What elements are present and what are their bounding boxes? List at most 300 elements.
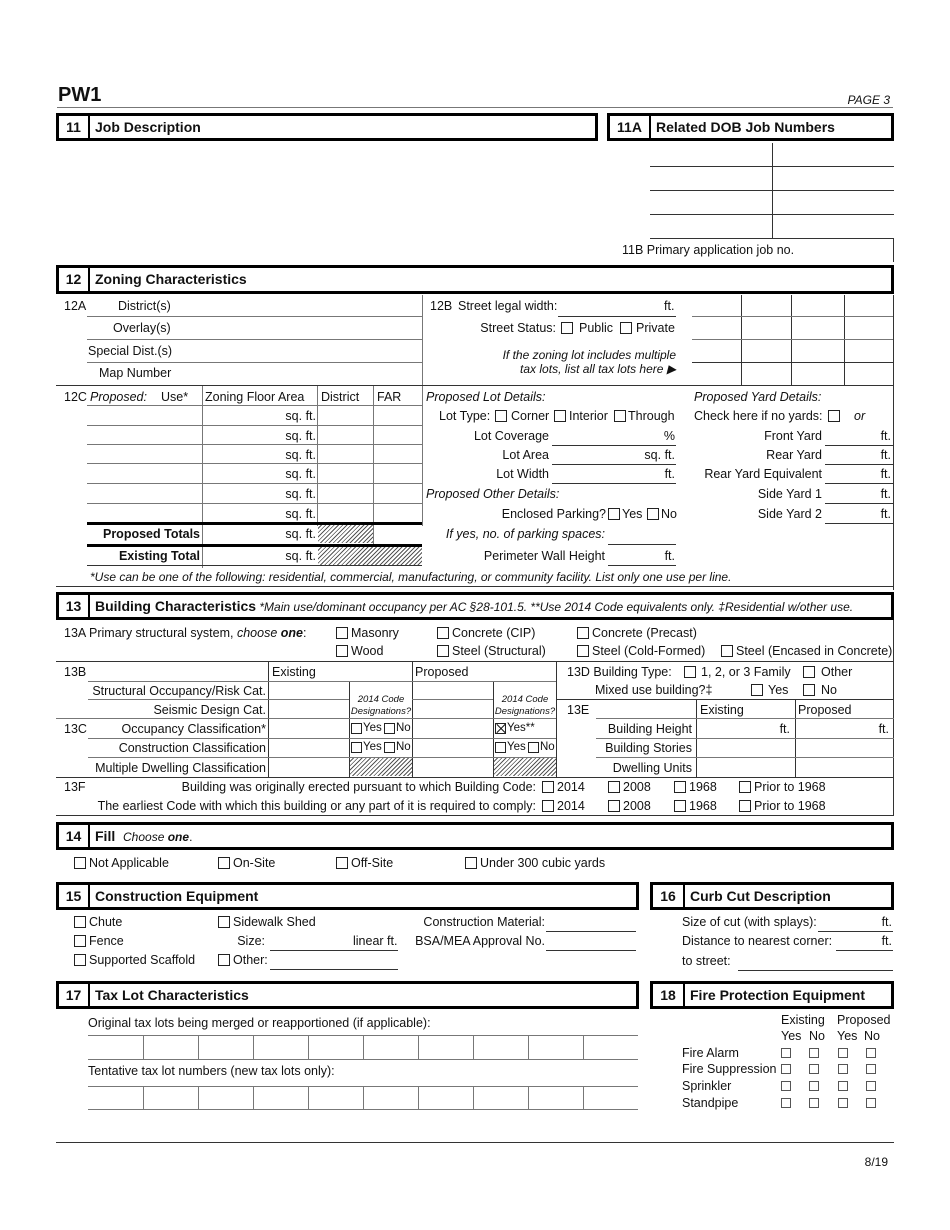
- fire-suppression-proposed-yes-checkbox[interactable]: [838, 1064, 848, 1074]
- proposed-seismic-design-input[interactable]: [414, 701, 491, 716]
- hatched-cell: [318, 547, 422, 565]
- steel-encased-label: Steel (Encased in Concrete): [736, 644, 893, 658]
- or-label: or: [854, 409, 866, 423]
- sprinkler-existing-yes-checkbox[interactable]: [781, 1081, 791, 1091]
- sprinkler-proposed-no-checkbox[interactable]: [866, 1081, 876, 1091]
- related-job-number-field[interactable]: [652, 216, 770, 237]
- proposed-header: Proposed: [415, 665, 469, 679]
- concrete-precast-checkbox[interactable]: [577, 627, 589, 639]
- tax-lot-cell-input[interactable]: [310, 1088, 361, 1107]
- row-divider: [56, 777, 894, 778]
- steel-structural-label: Steel (Structural): [452, 644, 546, 658]
- unit-sqft: sq. ft.: [285, 448, 316, 462]
- masonry-label: Masonry: [351, 626, 399, 640]
- proposed-multiple-dwelling-input[interactable]: [414, 759, 491, 775]
- lot-width-input[interactable]: [554, 466, 660, 482]
- street-status-public-checkbox[interactable]: [561, 322, 573, 334]
- wood-checkbox[interactable]: [336, 645, 348, 657]
- map-number-input[interactable]: [180, 364, 418, 382]
- side-yard-1-input[interactable]: [827, 486, 877, 502]
- districts-label: District(s): [118, 299, 171, 313]
- erected-2014-checkbox[interactable]: [542, 781, 554, 793]
- erected-code-question: Building was originally erected pursuant to which Building Code:: [181, 780, 536, 794]
- form-id: PW1: [58, 84, 102, 106]
- column-divider: [317, 386, 318, 526]
- side-yard-1-label: Side Yard 1: [757, 487, 822, 501]
- enclosed-parking-yes-checkbox[interactable]: [608, 508, 620, 520]
- special-districts-input[interactable]: [180, 342, 418, 360]
- side-yard-2-input[interactable]: [827, 506, 877, 522]
- fire-suppression-proposed-no-checkbox[interactable]: [866, 1064, 876, 1074]
- proposed-totals-label: Proposed Totals: [102, 527, 200, 541]
- grid-line: [88, 1059, 638, 1060]
- tax-lot-cell-input[interactable]: [475, 1037, 526, 1057]
- construction-material-input[interactable]: [548, 914, 634, 930]
- proposed-dwelling-units-input[interactable]: [797, 759, 892, 775]
- no-header: No: [809, 1029, 825, 1043]
- tax-lot-input[interactable]: [743, 297, 789, 315]
- year-label: Prior to 1968: [754, 780, 826, 794]
- lot-area-input[interactable]: [554, 447, 634, 463]
- grid-line: [418, 1086, 419, 1109]
- row-line: [56, 718, 556, 719]
- fire-suppression-existing-yes-checkbox[interactable]: [781, 1064, 791, 1074]
- use-input[interactable]: [89, 485, 200, 501]
- tax-lot-cell-input[interactable]: [90, 1037, 141, 1057]
- map-number-label: Map Number: [99, 366, 172, 380]
- footer-rule: [56, 1142, 894, 1143]
- other-label: Other: [821, 665, 853, 679]
- existing-occupancy-input[interactable]: [270, 720, 347, 736]
- size-label: Size:: [237, 934, 265, 948]
- use-input[interactable]: [89, 465, 200, 481]
- standpipe-label: Standpipe: [682, 1096, 739, 1110]
- year-label: 1968: [689, 799, 717, 813]
- no-label: No: [396, 741, 411, 753]
- existing-occupancy-yes-checkbox[interactable]: [351, 723, 362, 734]
- yes-header: Yes: [781, 1029, 802, 1043]
- section-number: 15: [59, 885, 90, 907]
- grid-line: [791, 295, 792, 385]
- front-yard-input[interactable]: [827, 428, 877, 444]
- section-13-header: [56, 592, 894, 620]
- section-title: Zoning Characteristics: [95, 271, 247, 287]
- yes-label: Yes: [622, 507, 643, 521]
- fill-on-site-checkbox[interactable]: [218, 857, 230, 869]
- column-divider: [422, 295, 423, 385]
- grid-line: [692, 339, 893, 340]
- column-divider: [422, 386, 423, 526]
- masonry-checkbox[interactable]: [336, 627, 348, 639]
- enclosed-parking-no-checkbox[interactable]: [647, 508, 659, 520]
- private-label: Private: [636, 321, 675, 335]
- existing-building-stories-input[interactable]: [698, 740, 794, 756]
- row-divider: [56, 661, 894, 662]
- interior-label: Interior: [569, 409, 608, 423]
- grid-line: [308, 1035, 309, 1059]
- tax-lot-input[interactable]: [846, 297, 891, 315]
- tax-lot-cell-input[interactable]: [530, 1037, 581, 1057]
- building-type-family-checkbox[interactable]: [684, 666, 696, 678]
- row-line: [87, 405, 422, 406]
- to-street-label: to street:: [682, 954, 731, 968]
- building-height-label: Building Height: [607, 722, 692, 736]
- related-job-number-field[interactable]: [652, 192, 770, 213]
- row-line: [412, 699, 493, 700]
- field-line: [552, 483, 676, 484]
- existing-total-label: Existing Total: [118, 549, 200, 563]
- unit-sqft: sq. ft.: [285, 409, 316, 423]
- building-type-other-checkbox[interactable]: [803, 666, 815, 678]
- chute-checkbox[interactable]: [74, 916, 86, 928]
- concrete-cip-checkbox[interactable]: [437, 627, 449, 639]
- use-footnote: *Use can be one of the following: residential, commercial, manufacturing, or community facility. List only one use per line.: [90, 570, 732, 584]
- fill-option-label: On-Site: [233, 856, 276, 870]
- fill-under-300-checkbox[interactable]: [465, 857, 477, 869]
- proposed-construction-input[interactable]: [414, 740, 491, 756]
- yes-starstar-label: Yes**: [507, 722, 535, 734]
- chute-label: Chute: [89, 915, 123, 929]
- standpipe-existing-yes-checkbox[interactable]: [781, 1098, 791, 1108]
- label-text: 13A Primary structural system,: [64, 626, 237, 640]
- tax-lot-cell-input[interactable]: [475, 1088, 526, 1107]
- tax-lot-cell-input[interactable]: [145, 1088, 196, 1107]
- unit-sqft: sq. ft.: [285, 429, 316, 443]
- proposed-construction-yes-checkbox[interactable]: [495, 742, 506, 753]
- perimeter-wall-input[interactable]: [610, 548, 660, 564]
- unit-ft: ft.: [664, 549, 675, 563]
- job-description-field[interactable]: [60, 143, 595, 261]
- related-job-number-field[interactable]: [652, 144, 770, 165]
- grid-line: [363, 1086, 364, 1109]
- unit-ft: ft.: [881, 934, 892, 948]
- grid-line: [473, 1035, 474, 1059]
- col-header-use: Use*: [161, 390, 189, 404]
- field-line: [270, 969, 398, 970]
- sidewalk-shed-checkbox[interactable]: [218, 916, 230, 928]
- lot-type-corner-checkbox[interactable]: [495, 410, 507, 422]
- section-16-header: [650, 882, 894, 910]
- col-header-far: FAR: [377, 390, 402, 404]
- hatched-cell: [350, 758, 412, 776]
- field-line: [87, 316, 422, 317]
- tax-lot-input[interactable]: [693, 297, 739, 315]
- concrete-cip-label: Concrete (CIP): [452, 626, 536, 640]
- section-number: 11: [59, 116, 90, 138]
- section-code-13f: 13F: [64, 780, 86, 794]
- grid-line: [692, 316, 893, 317]
- use-input[interactable]: [89, 446, 200, 462]
- use-input[interactable]: [89, 427, 200, 443]
- row-line: [87, 444, 422, 445]
- standpipe-proposed-no-checkbox[interactable]: [866, 1098, 876, 1108]
- grid-line: [583, 1035, 584, 1059]
- comply-prior-1968-checkbox[interactable]: [739, 800, 751, 812]
- section-title: [95, 825, 192, 848]
- fire-suppression-existing-no-checkbox[interactable]: [809, 1064, 819, 1074]
- building-stories-label: Building Stories: [605, 741, 692, 755]
- steel-structural-checkbox[interactable]: [437, 645, 449, 657]
- grid-line: [650, 166, 894, 167]
- proposed-structural-occupancy-input[interactable]: [414, 683, 491, 698]
- grid-line: [198, 1035, 199, 1059]
- field-line: [818, 931, 893, 932]
- unit-ft: ft.: [878, 722, 889, 736]
- no-yards-checkbox[interactable]: [828, 410, 840, 422]
- proposed-building-stories-input[interactable]: [797, 740, 892, 756]
- rear-yard-equivalent-label: Rear Yard Equivalent: [704, 467, 822, 481]
- unit-sqft: sq. ft.: [285, 507, 316, 521]
- section-code-12c: 12C: [64, 390, 87, 404]
- grid-line: [528, 1035, 529, 1059]
- related-job-number-field[interactable]: [774, 192, 892, 213]
- section-title: Curb Cut Description: [690, 888, 831, 904]
- sidewalk-shed-size-input[interactable]: [272, 933, 346, 949]
- grid-line: [741, 295, 742, 385]
- header-rule: [57, 107, 893, 108]
- label-colon: :: [302, 626, 307, 640]
- field-line: [270, 950, 398, 951]
- tax-lot-cell-input[interactable]: [420, 1037, 471, 1057]
- mixed-use-label: Mixed use building?‡: [595, 683, 713, 697]
- related-job-number-field[interactable]: [774, 216, 892, 237]
- section-14-header: [56, 822, 894, 850]
- public-label: Public: [579, 321, 614, 335]
- structural-occupancy-label: Structural Occupancy/Risk Cat.: [92, 684, 266, 698]
- comply-2014-checkbox[interactable]: [542, 800, 554, 812]
- comply-1968-checkbox[interactable]: [674, 800, 686, 812]
- other-checkbox[interactable]: [218, 954, 230, 966]
- other-equipment-input[interactable]: [272, 952, 396, 968]
- code-designations-label: 2014 Code: [501, 694, 549, 705]
- yes-label: Yes: [363, 722, 382, 734]
- unit-ft: ft.: [880, 487, 891, 501]
- street-width-input[interactable]: [560, 298, 660, 315]
- primary-job-label: 11B Primary application job no.: [622, 243, 795, 257]
- code-designations-label: 2014 Code: [357, 694, 405, 705]
- section-11-header: [56, 113, 598, 141]
- overlays-input[interactable]: [180, 319, 418, 337]
- grid-line: [583, 1086, 584, 1109]
- section-11a-header: [607, 113, 894, 141]
- column-divider: [202, 386, 203, 568]
- tax-lot-cell-input[interactable]: [310, 1037, 361, 1057]
- column-divider: [412, 661, 413, 777]
- lot-type-interior-checkbox[interactable]: [554, 410, 566, 422]
- existing-multiple-dwelling-input[interactable]: [270, 759, 347, 775]
- field-line: [608, 565, 676, 566]
- page-label: PAGE 3: [847, 93, 890, 107]
- unit-ft: ft.: [880, 507, 891, 521]
- fire-alarm-label: Fire Alarm: [682, 1046, 739, 1060]
- existing-seismic-design-input[interactable]: [270, 701, 347, 716]
- multiple-dwelling-label: Multiple Dwelling Classification: [95, 761, 266, 775]
- row-line: [87, 425, 422, 426]
- section-title: Related DOB Job Numbers: [656, 119, 835, 135]
- unit-sqft: sq. ft.: [285, 467, 316, 481]
- fire-alarm-proposed-no-checkbox[interactable]: [866, 1048, 876, 1058]
- seismic-design-label: Seismic Design Cat.: [153, 703, 266, 717]
- comply-2008-checkbox[interactable]: [608, 800, 620, 812]
- bsa-mea-input[interactable]: [548, 933, 634, 949]
- fire-alarm-proposed-yes-checkbox[interactable]: [838, 1048, 848, 1058]
- col-header-district: District: [321, 390, 360, 404]
- row-divider: [56, 385, 894, 386]
- section-title: Fire Protection Equipment: [690, 987, 866, 1003]
- grid-line: [363, 1035, 364, 1059]
- distance-input[interactable]: [838, 933, 878, 949]
- grid-line: [650, 214, 894, 215]
- related-job-number-field[interactable]: [774, 168, 892, 189]
- existing-occupancy-no-checkbox[interactable]: [384, 723, 395, 734]
- distance-label: Distance to nearest corner:: [682, 934, 833, 948]
- year-label: 2014: [557, 780, 585, 794]
- tax-lot-cell-input[interactable]: [585, 1037, 636, 1057]
- tax-lot-cell-input[interactable]: [255, 1037, 306, 1057]
- existing-header: Existing: [272, 665, 316, 679]
- tax-lot-cell-input[interactable]: [420, 1088, 471, 1107]
- occupancy-classification-label: Occupancy Classification*: [121, 722, 266, 736]
- supported-scaffold-checkbox[interactable]: [74, 954, 86, 966]
- tax-lot-cell-input[interactable]: [530, 1088, 581, 1107]
- tax-lots-note-line1: If the zoning lot includes multiple: [502, 348, 676, 362]
- tax-lot-cell-input[interactable]: [365, 1088, 416, 1107]
- erected-1968-checkbox[interactable]: [674, 781, 686, 793]
- lot-coverage-input[interactable]: [554, 428, 660, 444]
- tax-lot-cell-input[interactable]: [90, 1088, 141, 1107]
- supported-scaffold-label: Supported Scaffold: [89, 953, 196, 967]
- fill-option-label: Not Applicable: [89, 856, 169, 870]
- standpipe-existing-no-checkbox[interactable]: [809, 1098, 819, 1108]
- to-street-input[interactable]: [740, 953, 891, 969]
- existing-construction-yes-checkbox[interactable]: [351, 742, 362, 753]
- lot-details-title: Proposed Lot Details:: [426, 390, 546, 404]
- street-status-private-checkbox[interactable]: [620, 322, 632, 334]
- through-label: Through: [628, 409, 675, 423]
- related-job-number-field[interactable]: [652, 168, 770, 189]
- erected-prior-1968-checkbox[interactable]: [739, 781, 751, 793]
- section-number: 11A: [610, 116, 651, 138]
- corner-label: Corner: [511, 409, 550, 423]
- unit-sqft: sq. ft.: [285, 487, 316, 501]
- unit-sqft: sq. ft.: [285, 549, 316, 563]
- structural-system-label: [64, 626, 306, 640]
- lot-width-label: Lot Width: [496, 467, 549, 481]
- field-line: [558, 316, 676, 317]
- size-of-cut-input[interactable]: [820, 914, 878, 930]
- tax-lot-cell-input[interactable]: [200, 1088, 251, 1107]
- field-line: [546, 931, 636, 932]
- grid-line: [893, 295, 894, 590]
- parking-spaces-input[interactable]: [610, 527, 674, 543]
- building-type-label: 13D Building Type:: [567, 665, 672, 679]
- bsa-mea-label: BSA/MEA Approval No.: [415, 934, 545, 948]
- no-header: No: [864, 1029, 880, 1043]
- existing-header: Existing: [700, 703, 744, 717]
- sprinkler-label: Sprinkler: [682, 1079, 732, 1093]
- other-details-title: Proposed Other Details:: [426, 487, 560, 501]
- year-label: Prior to 1968: [754, 799, 826, 813]
- field-line: [552, 464, 676, 465]
- hatched-cell: [318, 525, 373, 543]
- sidewalk-shed-label: Sidewalk Shed: [233, 915, 316, 929]
- rear-yard-input[interactable]: [827, 447, 877, 463]
- use-input[interactable]: [89, 407, 200, 423]
- steel-encased-checkbox[interactable]: [721, 645, 733, 657]
- existing-structural-occupancy-input[interactable]: [270, 683, 347, 698]
- unit-ft: ft.: [880, 429, 891, 443]
- section-number: 18: [653, 984, 685, 1006]
- section-title: Job Description: [95, 119, 201, 135]
- fill-option-label: Off-Site: [351, 856, 394, 870]
- fence-checkbox[interactable]: [74, 935, 86, 947]
- tax-lot-cell-input[interactable]: [365, 1037, 416, 1057]
- field-line: [825, 483, 893, 484]
- fill-not-applicable-checkbox[interactable]: [74, 857, 86, 869]
- no-label: No: [540, 741, 555, 753]
- use-input[interactable]: [89, 505, 200, 521]
- existing-construction-input[interactable]: [270, 740, 347, 756]
- grid-line: [650, 190, 894, 191]
- unit-percent: %: [663, 429, 675, 443]
- col-header-zfa: Zoning Floor Area: [205, 390, 305, 404]
- section-note: *Main use/dominant occupancy per AC §28-101.5. **Use 2014 Code equivalents only. ‡Residential w/other use.: [256, 600, 854, 614]
- tax-lot-cell-input[interactable]: [585, 1088, 636, 1107]
- proposed-occupancy-input[interactable]: [414, 720, 491, 736]
- tax-lot-cell-input[interactable]: [200, 1037, 251, 1057]
- tax-lot-cell-input[interactable]: [145, 1037, 196, 1057]
- grid-line: [473, 1086, 474, 1109]
- construction-material-label: Construction Material:: [423, 915, 545, 929]
- field-line: [552, 445, 676, 446]
- existing-building-height-input[interactable]: [698, 720, 774, 736]
- section-15-header: [56, 882, 639, 910]
- standpipe-proposed-yes-checkbox[interactable]: [838, 1098, 848, 1108]
- existing-construction-no-checkbox[interactable]: [384, 742, 395, 753]
- mixed-use-no-checkbox[interactable]: [803, 684, 815, 696]
- grid-line: [198, 1086, 199, 1109]
- lot-type-through-checkbox[interactable]: [614, 410, 626, 422]
- sprinkler-proposed-yes-checkbox[interactable]: [838, 1081, 848, 1091]
- steel-cold-formed-checkbox[interactable]: [577, 645, 589, 657]
- sprinkler-existing-no-checkbox[interactable]: [809, 1081, 819, 1091]
- fire-alarm-existing-no-checkbox[interactable]: [809, 1048, 819, 1058]
- mixed-use-yes-checkbox[interactable]: [751, 684, 763, 696]
- field-line: [546, 950, 636, 951]
- fill-off-site-checkbox[interactable]: [336, 857, 348, 869]
- section-number: 14: [59, 825, 90, 847]
- fire-alarm-existing-yes-checkbox[interactable]: [781, 1048, 791, 1058]
- existing-dwelling-units-input[interactable]: [698, 759, 794, 775]
- section-title: [95, 595, 853, 618]
- grid-line: [308, 1086, 309, 1109]
- yes-label: Yes: [363, 741, 382, 753]
- rear-yard-equivalent-input[interactable]: [827, 466, 877, 482]
- grid-line: [844, 295, 845, 385]
- tax-lot-input[interactable]: [793, 297, 842, 315]
- districts-input[interactable]: [180, 297, 418, 315]
- grid-line: [253, 1086, 254, 1109]
- proposed-building-height-input[interactable]: [797, 720, 873, 736]
- related-job-number-field[interactable]: [774, 144, 892, 165]
- field-line: [825, 464, 893, 465]
- erected-2008-checkbox[interactable]: [608, 781, 620, 793]
- proposed-construction-no-checkbox[interactable]: [528, 742, 539, 753]
- proposed-occupancy-yes-checkbox[interactable]: [495, 723, 506, 734]
- tax-lot-cell-input[interactable]: [255, 1088, 306, 1107]
- column-divider: [556, 661, 557, 777]
- field-line: [825, 523, 893, 524]
